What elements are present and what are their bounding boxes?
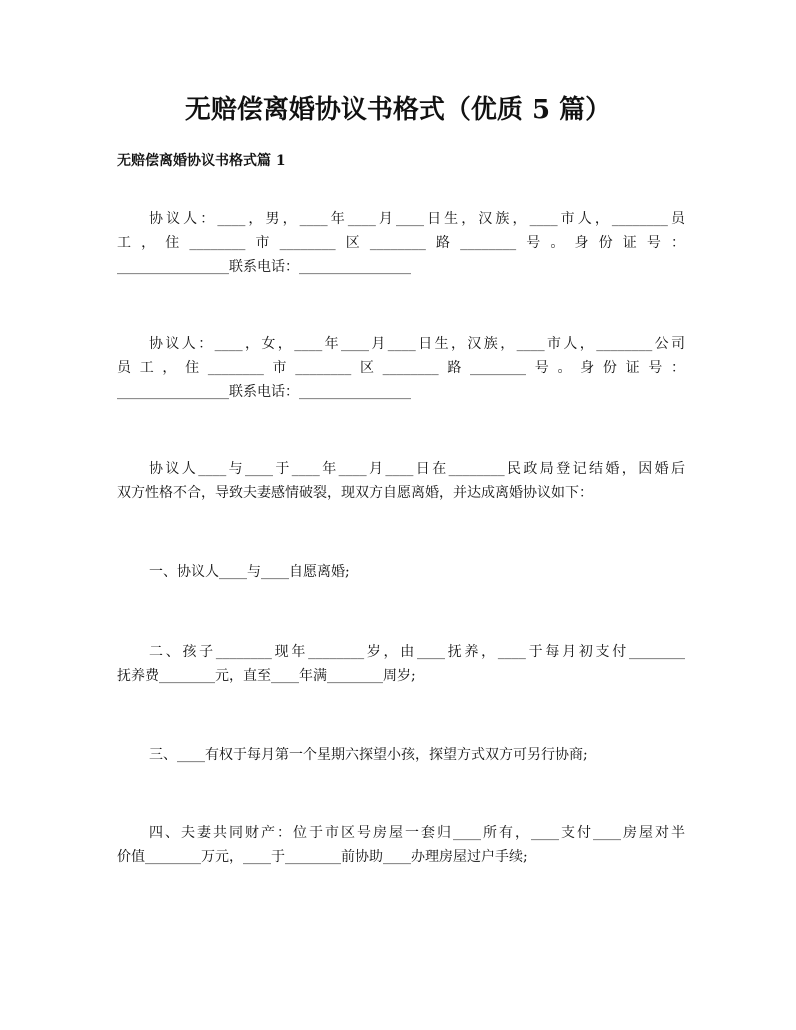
party-one-paragraph: [117, 207, 685, 279]
paragraph-line: 价值________万元，____于________前协助____办理房屋过户手续;: [117, 849, 528, 865]
paragraph-line: 一、协议人____与____自愿离婚;: [149, 564, 350, 580]
paragraph-line: 协议人：____，男，____年____月____日生，汉族，____市人，________员: [149, 211, 685, 227]
paragraph-line: ________________联系电话：________________: [117, 259, 411, 275]
clause-two-paragraph: [117, 640, 685, 688]
paragraph-line: 抚养费________元，直至____年满________周岁;: [117, 668, 416, 684]
marriage-background-paragraph: [117, 457, 685, 505]
paragraph-line: 二、孩子________现年________岁，由____抚养，____于每月初支付________: [149, 644, 685, 660]
clause-three-paragraph: [117, 743, 685, 767]
paragraph-line: 协议人：____，女，____年____月____日生，汉族，____市人，________公司: [149, 336, 685, 352]
paragraph-line: ________________联系电话：________________: [117, 384, 411, 400]
document-title: 无赔偿离婚协议书格式（优质 5 篇）: [184, 95, 612, 125]
paragraph-line: 协议人____与____于____年____月____日在________民政局登记结婚，因婚后: [149, 461, 685, 477]
clause-four-paragraph: [117, 821, 685, 869]
party-two-paragraph: [117, 332, 685, 404]
paragraph-line: 四、夫妻共同财产：位于市区号房屋一套归____所有，____支付____房屋对半: [149, 825, 685, 841]
section-title: 无赔偿离婚协议书格式篇 1: [117, 153, 286, 169]
paragraph-line: 双方性格不合，导致夫妻感情破裂，现双方自愿离婚，并达成离婚协议如下：: [117, 485, 593, 501]
paragraph-line: 工，住________市________区________路________号。身份证号：: [117, 235, 685, 251]
paragraph-line: 三、____有权于每月第一个星期六探望小孩，探望方式双方可另行协商;: [149, 747, 588, 763]
clause-one-paragraph: [117, 560, 685, 584]
paragraph-line: 员工，住________市________区________路________号。身份证号：: [117, 360, 685, 376]
